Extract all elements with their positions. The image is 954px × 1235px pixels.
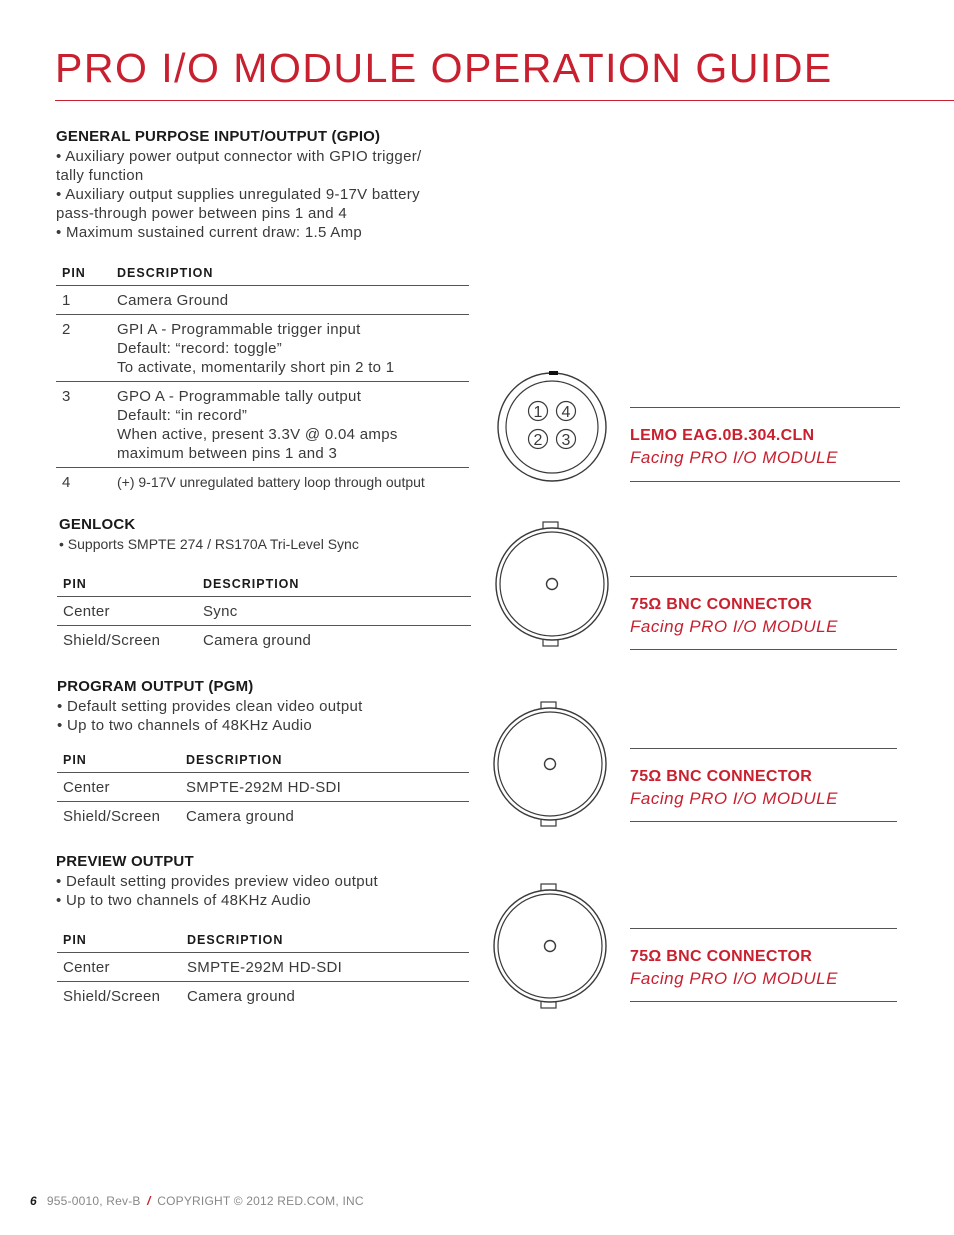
- table-row: [57, 773, 469, 802]
- page-title: PRO I/O MODULE OPERATION GUIDE: [55, 45, 833, 91]
- pin-cell: 2: [56, 315, 111, 382]
- description-cell: (+) 9-17V unregulated battery loop through output: [117, 474, 425, 490]
- pgm-bullet-2: • Up to two channels of 48KHz Audio: [57, 717, 313, 734]
- pgm-pin-table: [57, 753, 469, 830]
- page-footer: [30, 1194, 364, 1208]
- pgm-bullet-1: • Default setting provides clean video output: [57, 698, 363, 715]
- description-column-header: DESCRIPTION: [180, 753, 469, 773]
- pgm-bullets: [57, 697, 477, 735]
- table-row: [56, 382, 469, 468]
- lemo-connector-icon: [496, 368, 608, 486]
- lemo-pin-label: 1: [533, 404, 543, 421]
- pin-cell: Center: [57, 597, 197, 626]
- pgm-heading: PROGRAM OUTPUT (PGM): [57, 678, 254, 695]
- connector-title: 75Ω BNC CONNECTOR: [630, 596, 813, 613]
- pin-cell: Shield/Screen: [63, 808, 161, 825]
- pin-column-header: PIN: [57, 933, 181, 953]
- page-number: 6: [30, 1194, 37, 1208]
- pin-cell: 3: [56, 382, 111, 468]
- table-row: [57, 597, 471, 626]
- genlock-connector-label: [630, 576, 897, 650]
- description-cell: SMPTE-292M HD-SDI: [180, 773, 469, 802]
- bnc-connector-icon: [494, 700, 608, 828]
- lemo-pin-label: 3: [561, 432, 571, 449]
- description-cell: GPI A - Programmable trigger input Default: “record: toggle” To activate, momentarily short pin 2 to 1: [111, 315, 469, 382]
- pin-cell: 4: [62, 474, 71, 491]
- table-row: [57, 802, 469, 831]
- connector-subtitle: Facing PRO I/O MODULE: [630, 969, 838, 988]
- description-cell: GPO A - Programmable tally output Default: “in record” When active, present 3.3V @ 0.04 amps maximum between pins 1 and 3: [111, 382, 469, 468]
- preview-section: [56, 853, 476, 910]
- gpio-heading: GENERAL PURPOSE INPUT/OUTPUT (GPIO): [56, 128, 381, 145]
- pin-cell: 1: [56, 286, 111, 315]
- description-cell: Camera Ground: [111, 286, 469, 315]
- preview-bullet-2: • Up to two channels of 48KHz Audio: [56, 892, 312, 909]
- description-column-header: DESCRIPTION: [181, 933, 469, 953]
- pin-cell: Shield/Screen: [63, 632, 161, 649]
- genlock-heading: GENLOCK: [59, 516, 136, 533]
- pgm-connector-label: [630, 748, 897, 822]
- description-cell: SMPTE-292M HD-SDI: [181, 953, 469, 982]
- connector-title: 75Ω BNC CONNECTOR: [630, 768, 813, 785]
- table-row: [57, 953, 469, 982]
- genlock-pin-table: [57, 577, 471, 654]
- preview-bullet-1: • Default setting provides preview video output: [56, 873, 379, 890]
- table-row: [56, 286, 469, 315]
- preview-heading: PREVIEW OUTPUT: [56, 853, 194, 870]
- preview-connector-label: [630, 928, 897, 1002]
- connector-title: 75Ω BNC CONNECTOR: [630, 948, 813, 965]
- copyright: COPYRIGHT © 2012 RED.COM, INC: [157, 1194, 364, 1208]
- table-row: [57, 626, 471, 655]
- description-cell: Camera ground: [186, 808, 295, 825]
- table-header-row: [56, 266, 469, 286]
- gpio-bullets: [56, 147, 476, 242]
- description-cell: Camera ground: [203, 632, 312, 649]
- description-column-header: DESCRIPTION: [111, 266, 469, 286]
- preview-pin-table: [57, 933, 469, 1010]
- title-rule: [55, 100, 954, 101]
- footer-separator: /: [147, 1194, 151, 1208]
- table-header-row: [57, 753, 469, 773]
- description-cell: Camera ground: [187, 988, 296, 1005]
- gpio-bullet-3: • Maximum sustained current draw: 1.5 Amp: [56, 224, 363, 241]
- gpio-pin-table: [56, 266, 469, 496]
- bnc-connector-icon: [494, 882, 608, 1010]
- pgm-section: [57, 678, 477, 735]
- gpio-section: [56, 128, 476, 242]
- pin-column-header: PIN: [57, 577, 197, 597]
- genlock-section: [59, 516, 479, 554]
- lemo-connector-label: [630, 407, 900, 482]
- connector-subtitle: Facing PRO I/O MODULE: [630, 448, 838, 467]
- pin-column-header: PIN: [56, 266, 111, 286]
- pin-cell: Center: [57, 953, 181, 982]
- preview-bullets: [56, 872, 476, 910]
- pin-column-header: PIN: [57, 753, 180, 773]
- lemo-pin-label: 2: [533, 432, 543, 449]
- description-column-header: DESCRIPTION: [197, 577, 471, 597]
- lemo-pin-label: 4: [561, 404, 571, 421]
- genlock-bullets: [59, 535, 479, 554]
- connector-subtitle: Facing PRO I/O MODULE: [630, 617, 838, 636]
- doc-id: 955-0010, Rev-B: [46, 1194, 141, 1208]
- pin-cell: Center: [57, 773, 180, 802]
- pin-cell: Shield/Screen: [63, 988, 161, 1005]
- connector-subtitle: Facing PRO I/O MODULE: [630, 789, 838, 808]
- gpio-bullet-1: • Auxiliary power output connector with GPIO trigger/ tally function: [56, 148, 422, 184]
- gpio-bullet-2: • Auxiliary output supplies unregulated 9-17V battery pass-through power between pins 1 and 4: [56, 186, 420, 222]
- table-row: [57, 982, 469, 1011]
- bnc-connector-icon: [496, 520, 610, 648]
- description-cell: Sync: [197, 597, 471, 626]
- connector-title: LEMO EAG.0B.304.CLN: [630, 427, 815, 444]
- genlock-bullet-1: • Supports SMPTE 274 / RS170A Tri-Level Sync: [59, 536, 359, 552]
- table-row: [56, 468, 469, 497]
- table-header-row: [57, 577, 471, 597]
- table-header-row: [57, 933, 469, 953]
- table-row: [56, 315, 469, 382]
